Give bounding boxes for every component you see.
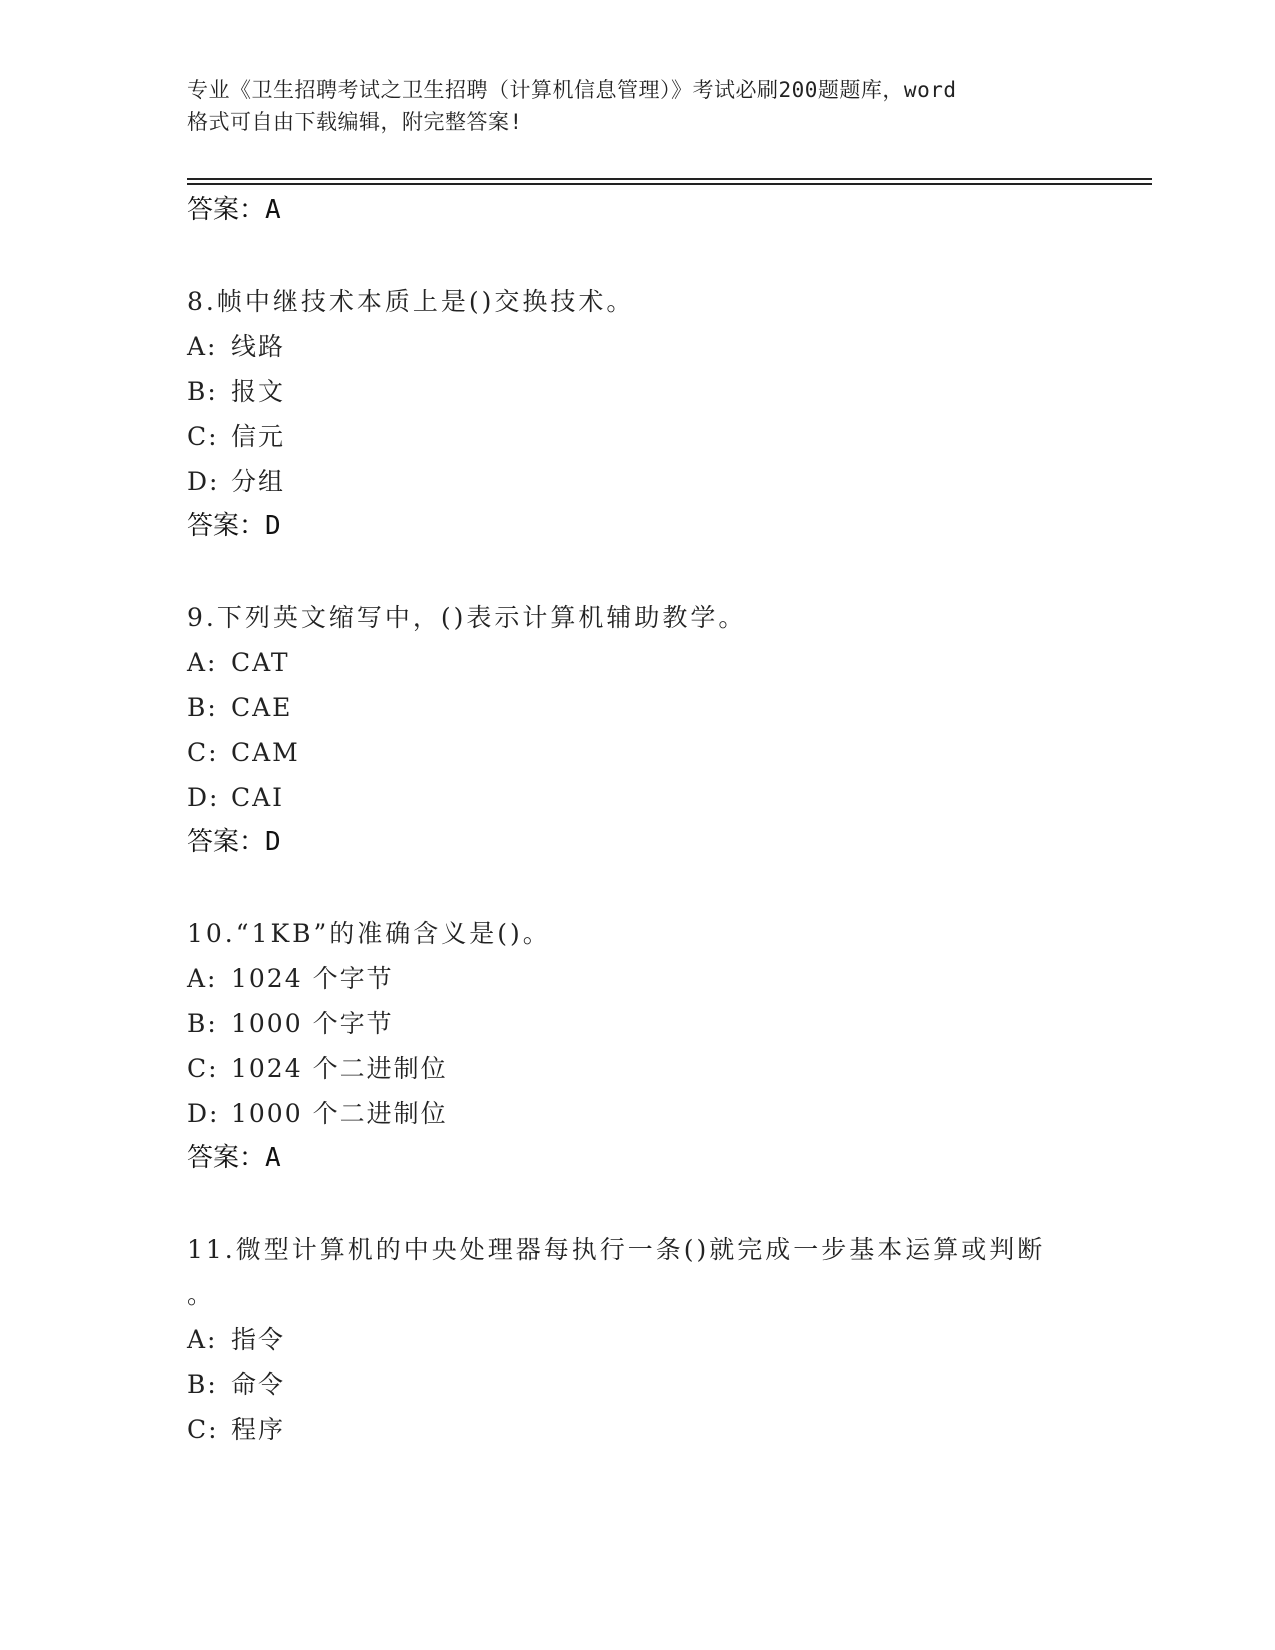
- option-letter: B:: [187, 1370, 218, 1399]
- header-divider-top: [187, 178, 1152, 180]
- header-line-2: 格式可自由下载编辑，附完整答案!: [187, 110, 523, 134]
- answer-label: 答案：A: [187, 1143, 281, 1173]
- option-b: [187, 1362, 1087, 1407]
- option-text: CAT: [231, 648, 290, 677]
- question-stem-line-2: 。: [187, 1280, 216, 1309]
- question-stem: [187, 1227, 1087, 1317]
- question-stem: [187, 279, 1087, 324]
- option-c: [187, 730, 1087, 775]
- option-text: 信元: [231, 422, 286, 451]
- option-text: 报文: [231, 377, 286, 406]
- option-text: 分组: [231, 467, 286, 496]
- option-text: CAE: [231, 693, 293, 722]
- answer-label: 答案：D: [187, 511, 281, 541]
- option-c: [187, 1046, 1087, 1091]
- option-text: 命令: [231, 1370, 286, 1399]
- question-stem-text: 10.“1KB”的准确含义是()。: [187, 919, 551, 948]
- option-letter: C:: [187, 1415, 219, 1444]
- option-letter: B:: [187, 377, 218, 406]
- option-letter: C:: [187, 738, 219, 767]
- option-letter: A:: [187, 648, 218, 677]
- option-text: 线路: [231, 332, 286, 361]
- answer-label: 答案：A: [187, 195, 281, 225]
- option-text: 1000 个字节: [231, 1009, 394, 1038]
- option-b: [187, 1001, 1087, 1046]
- option-letter: B:: [187, 693, 218, 722]
- header-line-1: 专业《卫生招聘考试之卫生招聘（计算机信息管理）》考试必刷200题题库，word: [187, 78, 957, 102]
- option-text: CAM: [231, 738, 300, 767]
- option-text: CAI: [231, 783, 285, 812]
- option-text: 1024 个字节: [231, 964, 394, 993]
- option-text: 程序: [231, 1415, 286, 1444]
- question-11: [187, 1227, 1087, 1452]
- question-stem-line-1: 11.微型计算机的中央处理器每执行一条()就完成一步基本运算或判断: [187, 1235, 1046, 1264]
- question-stem: [187, 911, 1087, 956]
- option-text: 1000 个二进制位: [231, 1099, 448, 1128]
- question-stem-text: 8.帧中继技术本质上是()交换技术。: [187, 287, 635, 316]
- answer-label: 答案：D: [187, 827, 281, 857]
- question-stem: [187, 595, 1087, 640]
- option-letter: C:: [187, 1054, 219, 1083]
- question-8: [187, 279, 1087, 549]
- question-list: [187, 188, 1087, 1452]
- document-header: [187, 74, 1087, 138]
- option-a: [187, 956, 1087, 1001]
- option-b: [187, 685, 1087, 730]
- option-c: [187, 1407, 1087, 1452]
- option-letter: D:: [187, 1099, 220, 1128]
- option-a: [187, 324, 1087, 369]
- option-d: [187, 775, 1087, 820]
- option-letter: A:: [187, 964, 218, 993]
- option-a: [187, 640, 1087, 685]
- option-letter: A:: [187, 332, 218, 361]
- option-c: [187, 414, 1087, 459]
- option-d: [187, 1091, 1087, 1136]
- option-text: 1024 个二进制位: [231, 1054, 448, 1083]
- option-b: [187, 369, 1087, 414]
- option-letter: C:: [187, 422, 219, 451]
- option-letter: D:: [187, 783, 220, 812]
- option-letter: B:: [187, 1009, 218, 1038]
- option-text: 指令: [231, 1325, 286, 1354]
- question-stem-text: 9.下列英文缩写中，()表示计算机辅助教学。: [187, 603, 747, 632]
- header-divider-bottom: [187, 183, 1152, 185]
- question-10: [187, 911, 1087, 1181]
- question-9: [187, 595, 1087, 865]
- option-d: [187, 459, 1087, 504]
- option-letter: D:: [187, 467, 220, 496]
- option-letter: A:: [187, 1325, 218, 1354]
- option-a: [187, 1317, 1087, 1362]
